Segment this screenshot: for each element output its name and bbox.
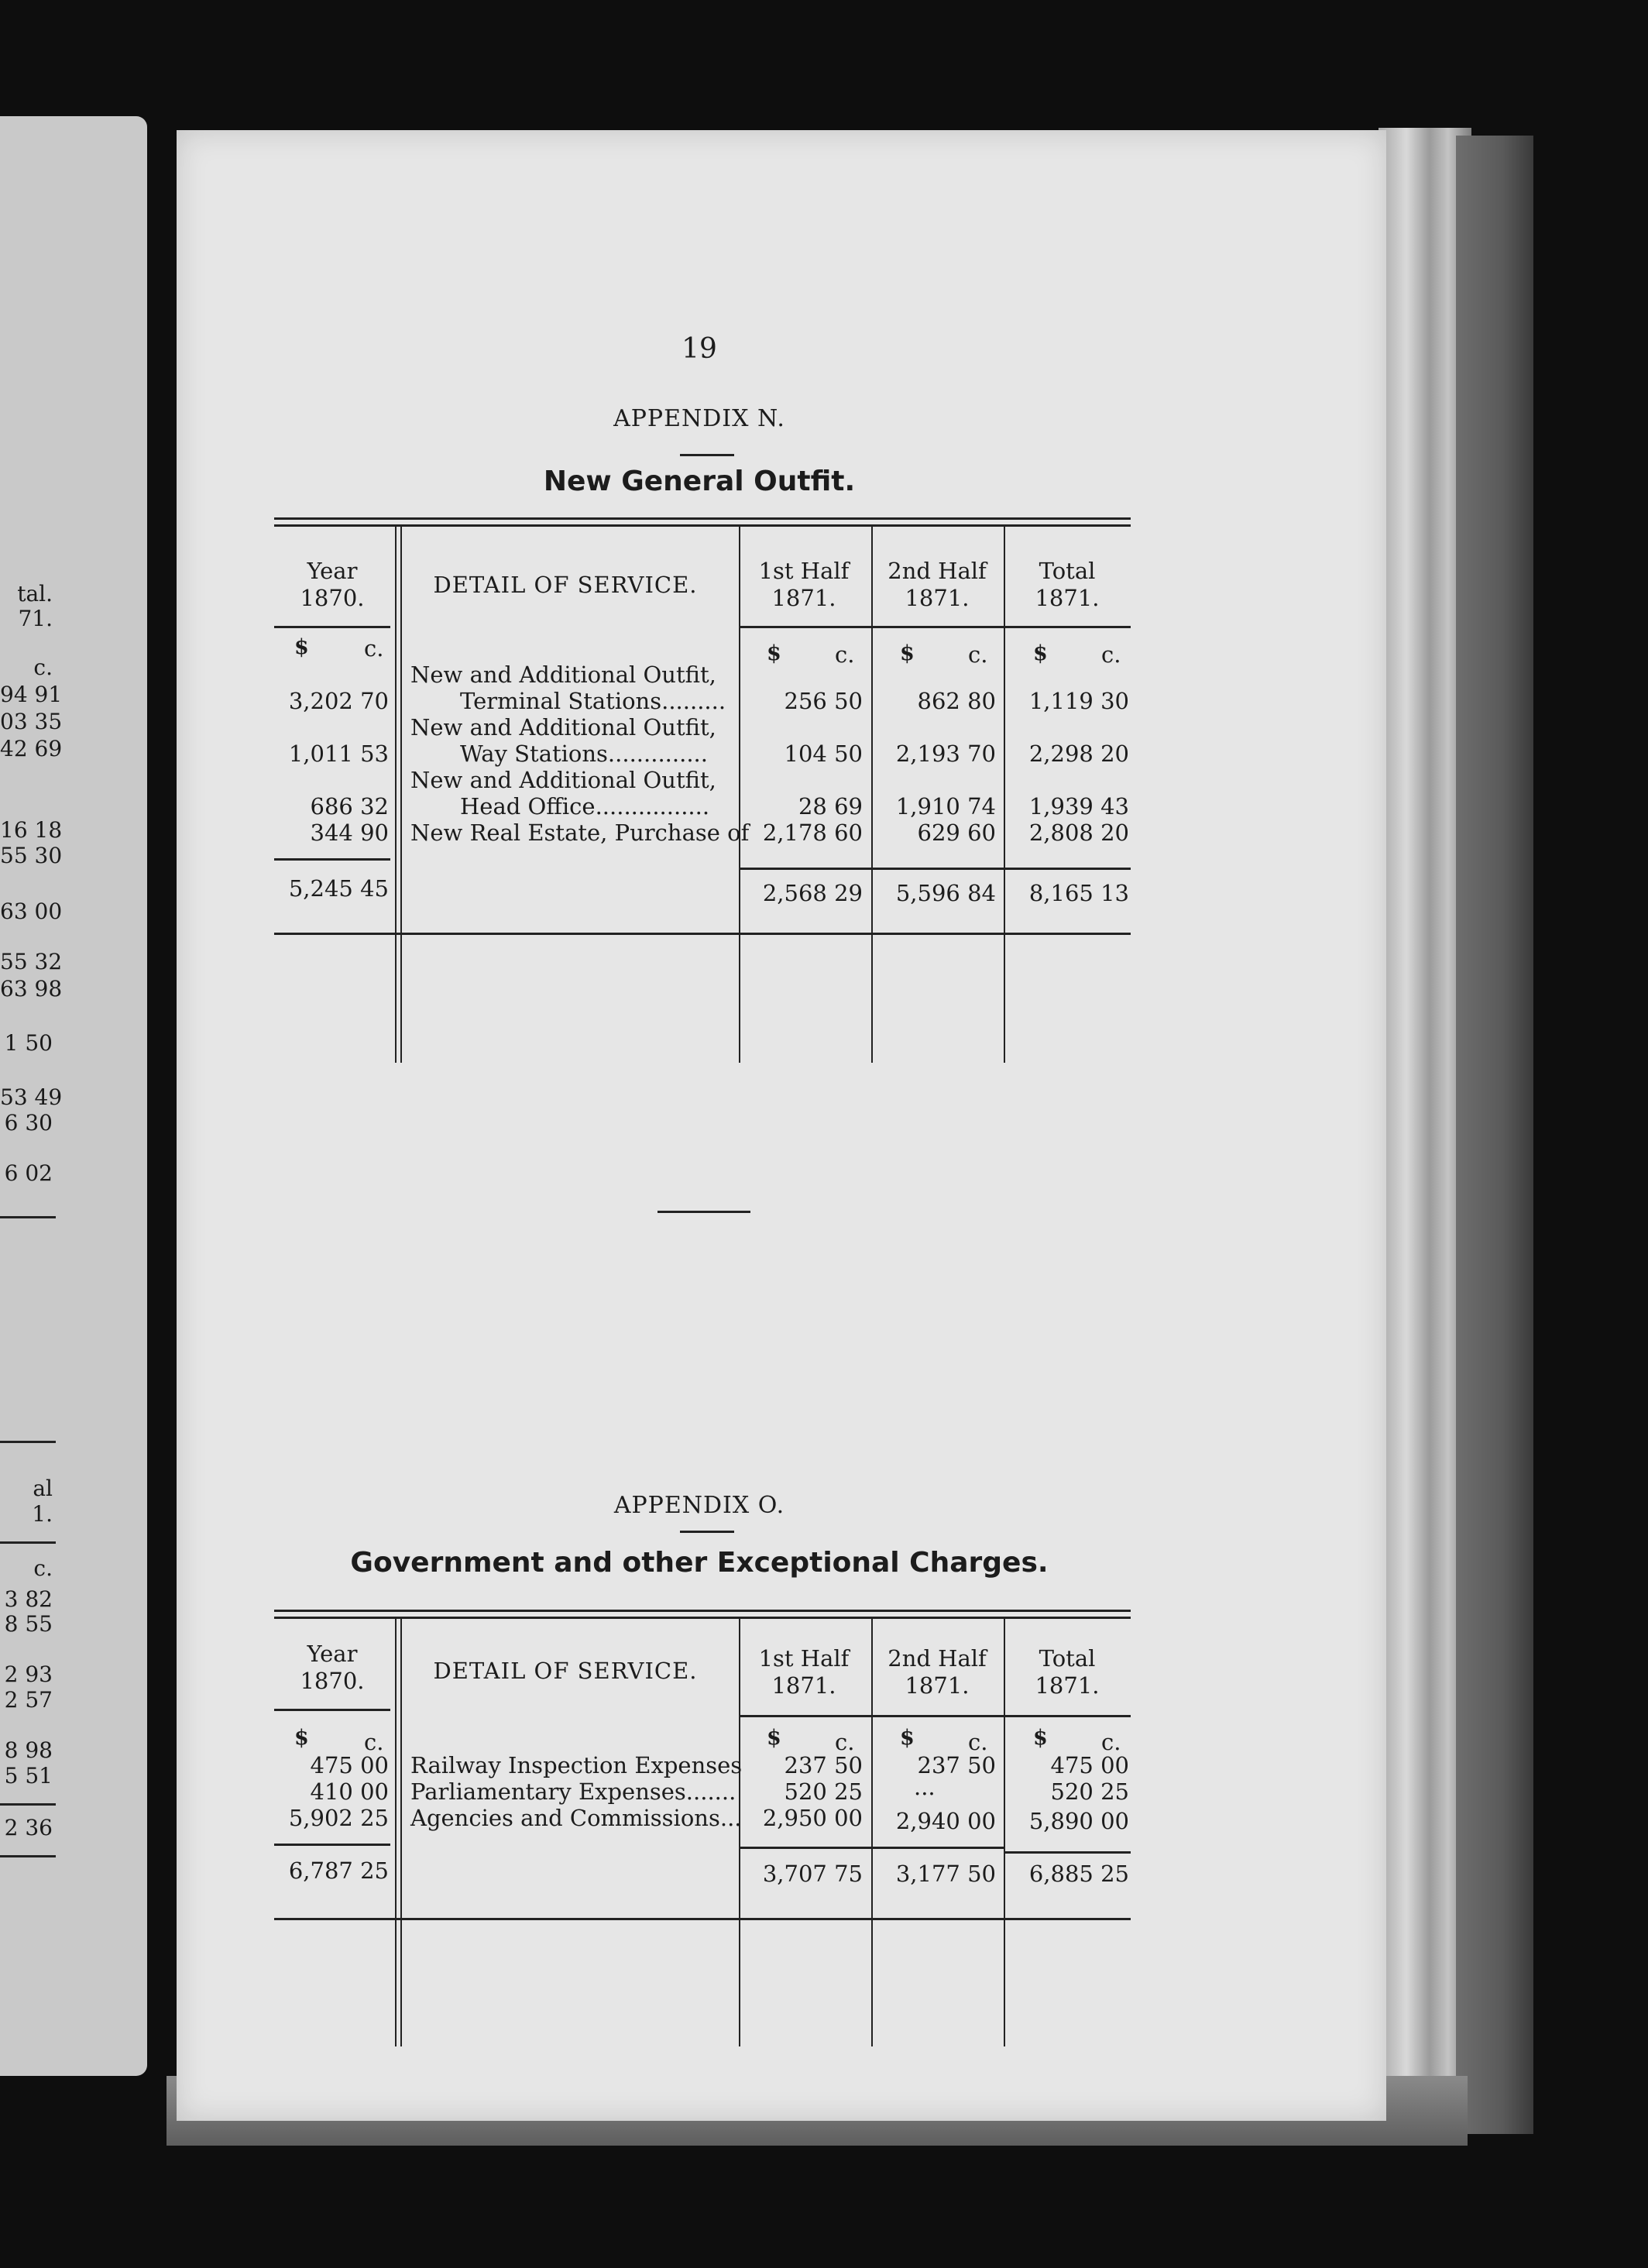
year-value: 344 90 bbox=[310, 820, 389, 846]
first-half-total: 3,707 75 bbox=[762, 1861, 863, 1887]
second-half-value: 237 50 bbox=[917, 1752, 996, 1778]
detail-line: Way Stations.............. bbox=[460, 741, 708, 767]
first-half-value: 28 69 bbox=[798, 793, 863, 820]
column-divider bbox=[395, 527, 402, 1063]
dollar-sign: $ bbox=[1033, 1726, 1048, 1750]
cents-label: c. bbox=[1101, 1729, 1121, 1755]
fragment-text: 6 30 bbox=[4, 1110, 53, 1136]
total-value: 1,939 43 bbox=[1028, 793, 1129, 820]
header-year-text: Year 1870. bbox=[300, 1641, 365, 1694]
page-number: 19 bbox=[682, 333, 717, 365]
second-half-value: 629 60 bbox=[917, 820, 996, 846]
year-total: 5,245 45 bbox=[288, 875, 389, 902]
fragment-text: 1 50 bbox=[4, 1030, 53, 1056]
first-half-value: 520 25 bbox=[784, 1778, 863, 1805]
detail-line: Railway Inspection Expenses bbox=[410, 1752, 743, 1778]
grand-total: 6,885 25 bbox=[1028, 1861, 1129, 1887]
detail-line: Head Office................ bbox=[460, 793, 710, 820]
header-total bbox=[1005, 1645, 1129, 1699]
header-first-half-text: 1st Half 1871. bbox=[758, 558, 850, 611]
fragment-rule bbox=[0, 1441, 56, 1443]
fragment-text: 6 02 bbox=[4, 1160, 53, 1186]
header-total bbox=[1005, 558, 1129, 612]
header-first-half-text: 1st Half 1871. bbox=[758, 1645, 850, 1699]
appendix-n-title: New General Outfit. bbox=[543, 466, 856, 497]
fragment-rule bbox=[0, 1541, 56, 1544]
appendix-o-label: APPENDIX O. bbox=[613, 1492, 785, 1519]
total-value: 2,298 20 bbox=[1028, 741, 1129, 767]
table-top-rule bbox=[274, 517, 1131, 527]
grand-total: 8,165 13 bbox=[1028, 880, 1129, 906]
fragment-text: 2 93 bbox=[4, 1661, 53, 1687]
dollar-sign: $ bbox=[294, 1726, 309, 1750]
header-detail: DETAIL OF SERVICE. bbox=[433, 572, 698, 598]
second-half-total: 3,177 50 bbox=[895, 1861, 996, 1887]
dollar-sign: $ bbox=[767, 641, 781, 665]
table-bottom-rule bbox=[274, 933, 1131, 935]
first-half-value: 104 50 bbox=[784, 741, 863, 767]
fragment-text: 94 91 bbox=[0, 682, 63, 707]
year-value: 1,011 53 bbox=[288, 741, 389, 767]
fragment-text: 55 30 bbox=[0, 843, 63, 868]
title-rule bbox=[680, 1531, 734, 1533]
detail-line: Agencies and Commissions... bbox=[410, 1805, 742, 1831]
fragment-text: 2 57 bbox=[4, 1687, 53, 1713]
cents-label: c. bbox=[364, 635, 384, 662]
detail-line: New and Additional Outfit, bbox=[410, 662, 716, 688]
fragment-text: 55 32 bbox=[0, 949, 63, 974]
total-value: 5,890 00 bbox=[1028, 1808, 1129, 1834]
fragment-text: c. bbox=[33, 655, 53, 680]
totals-rule bbox=[274, 1844, 390, 1846]
header-total-text: Total 1871. bbox=[1035, 558, 1100, 611]
column-divider bbox=[395, 1619, 402, 2046]
fragment-text: 8 55 bbox=[4, 1611, 53, 1637]
fragment-text: al bbox=[33, 1476, 53, 1501]
total-value: 520 25 bbox=[1050, 1778, 1129, 1805]
fragment-text: tal. bbox=[17, 581, 53, 607]
fragment-text: 16 18 bbox=[0, 817, 63, 843]
year-value: 3,202 70 bbox=[288, 688, 389, 714]
table-bottom-rule bbox=[274, 1918, 1131, 1920]
appendix-o-title: Government and other Exceptional Charges. bbox=[350, 1547, 1049, 1579]
dollar-sign: $ bbox=[900, 1726, 915, 1750]
fragment-rule bbox=[0, 1216, 56, 1218]
column-divider bbox=[739, 1619, 740, 2046]
fragment-text: 42 69 bbox=[0, 736, 63, 761]
fragment-text: 53 49 bbox=[0, 1084, 63, 1110]
first-half-value: 237 50 bbox=[784, 1752, 863, 1778]
fragment-text: 03 35 bbox=[0, 709, 63, 734]
cents-label: c. bbox=[364, 1729, 384, 1755]
total-value: 475 00 bbox=[1050, 1752, 1129, 1778]
totals-rule bbox=[274, 858, 390, 861]
fragment-text: 3 82 bbox=[4, 1586, 53, 1612]
first-half-value: 2,178 60 bbox=[762, 820, 863, 846]
cents-label: c. bbox=[835, 1729, 855, 1755]
header-second-half bbox=[872, 558, 1002, 612]
fragment-text: c. bbox=[33, 1555, 53, 1581]
header-year-text: Year 1870. bbox=[300, 558, 365, 611]
second-half-value: 862 80 bbox=[917, 688, 996, 714]
book-cover-edge bbox=[1456, 136, 1533, 2134]
totals-rule bbox=[739, 868, 1131, 870]
second-half-value: ... bbox=[914, 1774, 936, 1800]
fragment-text: 5 51 bbox=[4, 1763, 53, 1789]
fragment-text: 63 98 bbox=[0, 976, 63, 1002]
header-rule bbox=[739, 626, 1131, 628]
header-first-half bbox=[739, 1645, 869, 1699]
document-page bbox=[177, 130, 1386, 2121]
section-divider bbox=[657, 1211, 750, 1213]
fragment-text: 2 36 bbox=[4, 1815, 53, 1840]
totals-rule bbox=[1005, 1851, 1131, 1854]
header-second-half bbox=[872, 1645, 1002, 1699]
header-year bbox=[274, 1641, 390, 1695]
cents-label: c. bbox=[968, 1729, 988, 1755]
fragment-text: 71. bbox=[18, 606, 53, 631]
year-value: 686 32 bbox=[310, 793, 389, 820]
header-total-text: Total 1871. bbox=[1035, 1645, 1100, 1699]
detail-line: Terminal Stations......... bbox=[460, 688, 726, 714]
header-rule bbox=[739, 1715, 1131, 1717]
header-year bbox=[274, 558, 390, 612]
facing-page-fragment bbox=[0, 116, 147, 2076]
fragment-text: 1. bbox=[32, 1501, 53, 1527]
year-value: 5,902 25 bbox=[288, 1805, 389, 1831]
dollar-sign: $ bbox=[294, 635, 309, 659]
header-first-half bbox=[739, 558, 869, 612]
detail-line: Parliamentary Expenses....... bbox=[410, 1778, 736, 1805]
header-second-half-text: 2nd Half 1871. bbox=[888, 558, 987, 611]
year-value: 475 00 bbox=[310, 1752, 389, 1778]
detail-line: New and Additional Outfit, bbox=[410, 714, 716, 741]
header-rule bbox=[274, 626, 390, 628]
appendix-n-label: APPENDIX N. bbox=[613, 405, 785, 432]
dollar-sign: $ bbox=[900, 641, 915, 665]
fragment-rule bbox=[0, 1803, 56, 1806]
totals-rule bbox=[739, 1847, 1004, 1849]
second-half-value: 2,193 70 bbox=[895, 741, 996, 767]
total-value: 2,808 20 bbox=[1028, 820, 1129, 846]
year-value: 410 00 bbox=[310, 1778, 389, 1805]
table-top-rule bbox=[274, 1610, 1131, 1619]
header-second-half-text: 2nd Half 1871. bbox=[888, 1645, 987, 1699]
title-rule bbox=[680, 454, 734, 456]
header-rule bbox=[274, 1709, 390, 1711]
detail-line: New Real Estate, Purchase of bbox=[410, 820, 750, 846]
cents-label: c. bbox=[968, 641, 988, 668]
dollar-sign: $ bbox=[767, 1726, 781, 1750]
first-half-total: 2,568 29 bbox=[762, 880, 863, 906]
fragment-text: 63 00 bbox=[0, 899, 63, 924]
cents-label: c. bbox=[835, 641, 855, 668]
detail-line: New and Additional Outfit, bbox=[410, 767, 716, 793]
second-half-total: 5,596 84 bbox=[895, 880, 996, 906]
total-value: 1,119 30 bbox=[1028, 688, 1129, 714]
fragment-rule bbox=[0, 1855, 56, 1857]
year-total: 6,787 25 bbox=[288, 1857, 389, 1884]
second-half-value: 1,910 74 bbox=[895, 793, 996, 820]
fragment-text: 8 98 bbox=[4, 1737, 53, 1763]
second-half-value: 2,940 00 bbox=[895, 1808, 996, 1834]
dollar-sign: $ bbox=[1033, 641, 1048, 665]
first-half-value: 2,950 00 bbox=[762, 1805, 863, 1831]
first-half-value: 256 50 bbox=[784, 688, 863, 714]
cents-label: c. bbox=[1101, 641, 1121, 668]
header-detail: DETAIL OF SERVICE. bbox=[433, 1658, 698, 1684]
